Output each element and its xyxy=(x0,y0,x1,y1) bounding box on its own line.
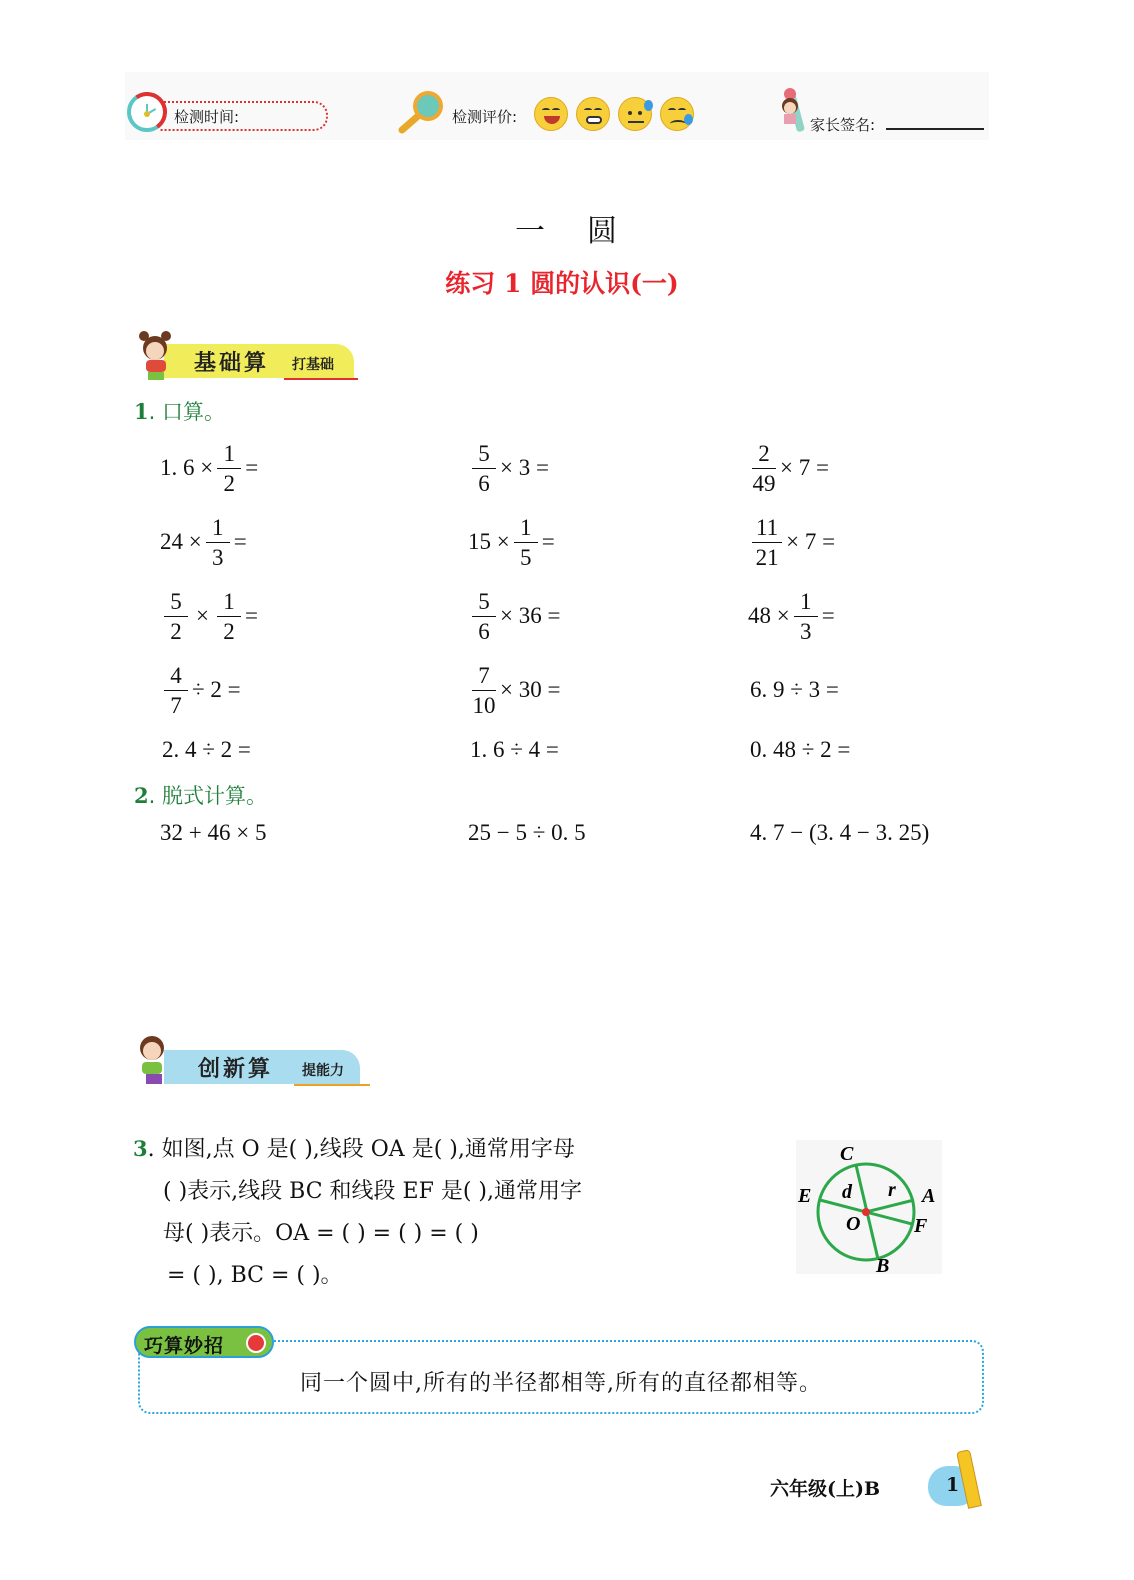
circle-diagram xyxy=(796,1140,942,1274)
svg-text:E: E xyxy=(798,1185,812,1207)
girl-mascot-icon xyxy=(134,328,180,380)
question-1-label: 1. 口算。 xyxy=(134,399,225,424)
problem-2-2: 15 × $\frac{1}{5}$ = xyxy=(468,514,555,570)
section-banner-innovation xyxy=(134,1034,370,1086)
chapter-name: 圆 xyxy=(587,214,619,249)
problem-3-1: $\frac{5}{2}$ × $\frac{1}{2}$ = xyxy=(160,586,258,646)
chapter-title xyxy=(0,206,1134,250)
problem-3-3: 48 × $\frac{1}{3}$ = xyxy=(748,588,835,644)
problem-5-2: 1. 6 ÷ 4 = xyxy=(470,737,559,762)
section-banner-subtitle: 打基础 xyxy=(292,357,334,373)
svg-text:O: O xyxy=(846,1213,861,1235)
evaluation-label: 检测评价: xyxy=(452,108,518,126)
calc-problem-3: 4. 7 − (3. 4 − 3. 25) xyxy=(750,820,930,845)
problem-5-3: 0. 48 ÷ 2 = xyxy=(750,737,851,762)
parent-sign-label: 家长签名: xyxy=(810,116,876,134)
section-banner-basic xyxy=(134,328,358,380)
crying-face-icon[interactable] xyxy=(660,97,694,131)
svg-text:r: r xyxy=(888,1179,896,1201)
footer-grade: 六年级(上)B xyxy=(770,1478,881,1500)
magnifier-icon xyxy=(396,88,448,136)
girl-pencil-icon xyxy=(776,86,810,136)
time-label: 检测时间: xyxy=(174,108,240,126)
problem-2-1: 24 × $\frac{1}{3}$ = xyxy=(160,514,247,570)
problem-2-3: $\frac{11}{21}$ × 7 = xyxy=(748,512,835,572)
boy-mascot-icon xyxy=(134,1034,180,1086)
chapter-number: 一 xyxy=(515,214,547,249)
svg-text:d: d xyxy=(842,1181,852,1203)
question-2-label: 2. 脱式计算。 xyxy=(134,783,267,808)
svg-text:C: C xyxy=(840,1143,854,1165)
question-3-line-2: ( )表示,线段 BC 和线段 EF 是( ),通常用字 xyxy=(163,1179,583,1204)
page-number: 1 xyxy=(946,1474,960,1496)
question-3-line-4: = ( ), BC = ( )。 xyxy=(167,1263,343,1288)
question-3-line-1: 3. 如图,点 O 是( ),线段 OA 是( ),通常用字母 xyxy=(133,1136,575,1162)
svg-text:A: A xyxy=(922,1185,936,1207)
section-banner-title: 创新算 xyxy=(198,1056,274,1082)
tip-badge-label: 巧算妙招 xyxy=(144,1335,225,1357)
problem-4-3: 6. 9 ÷ 3 = xyxy=(750,677,839,702)
tip-text: 同一个圆中,所有的半径都相等,所有的直径都相等。 xyxy=(300,1371,822,1396)
svg-text:F: F xyxy=(914,1215,928,1237)
laughing-face-icon[interactable] xyxy=(534,97,568,131)
calc-problem-2: 25 − 5 ÷ 0. 5 xyxy=(468,820,586,845)
problem-1-2: $\frac{5}{6}$ × 3 = xyxy=(468,438,549,498)
problem-1-1: 1. 6 × $\frac{1}{2}$ = xyxy=(160,440,259,496)
parent-sign-field[interactable] xyxy=(886,128,984,130)
problem-4-2: $\frac{7}{10}$ × 30 = xyxy=(472,662,561,718)
problem-4-1: $\frac{4}{7}$ ÷ 2 = xyxy=(160,660,241,720)
calc-problem-1: 32 + 46 × 5 xyxy=(160,820,267,845)
question-3 xyxy=(133,1128,793,1297)
section-banner-title: 基础算 xyxy=(194,350,270,376)
question-3-line-3: 母( )表示。OA = ( ) = ( ) = ( ) xyxy=(163,1221,479,1246)
circle-diagram-svg xyxy=(796,1140,942,1274)
tip-badge xyxy=(134,1326,274,1358)
problem-1-3: $\frac{2}{49}$ × 7 = xyxy=(752,440,829,496)
problem-5-1: 2. 4 ÷ 2 = xyxy=(162,737,251,762)
grinning-face-icon[interactable] xyxy=(576,97,610,131)
nervous-face-icon[interactable] xyxy=(618,97,652,131)
alarm-clock-icon xyxy=(246,1333,266,1353)
problem-3-2: $\frac{5}{6}$ × 36 = xyxy=(468,586,560,646)
section-banner-subtitle: 提能力 xyxy=(302,1063,344,1079)
svg-text:B: B xyxy=(876,1255,890,1274)
lesson-title: 练习 1 圆的认识(一) xyxy=(445,269,679,298)
